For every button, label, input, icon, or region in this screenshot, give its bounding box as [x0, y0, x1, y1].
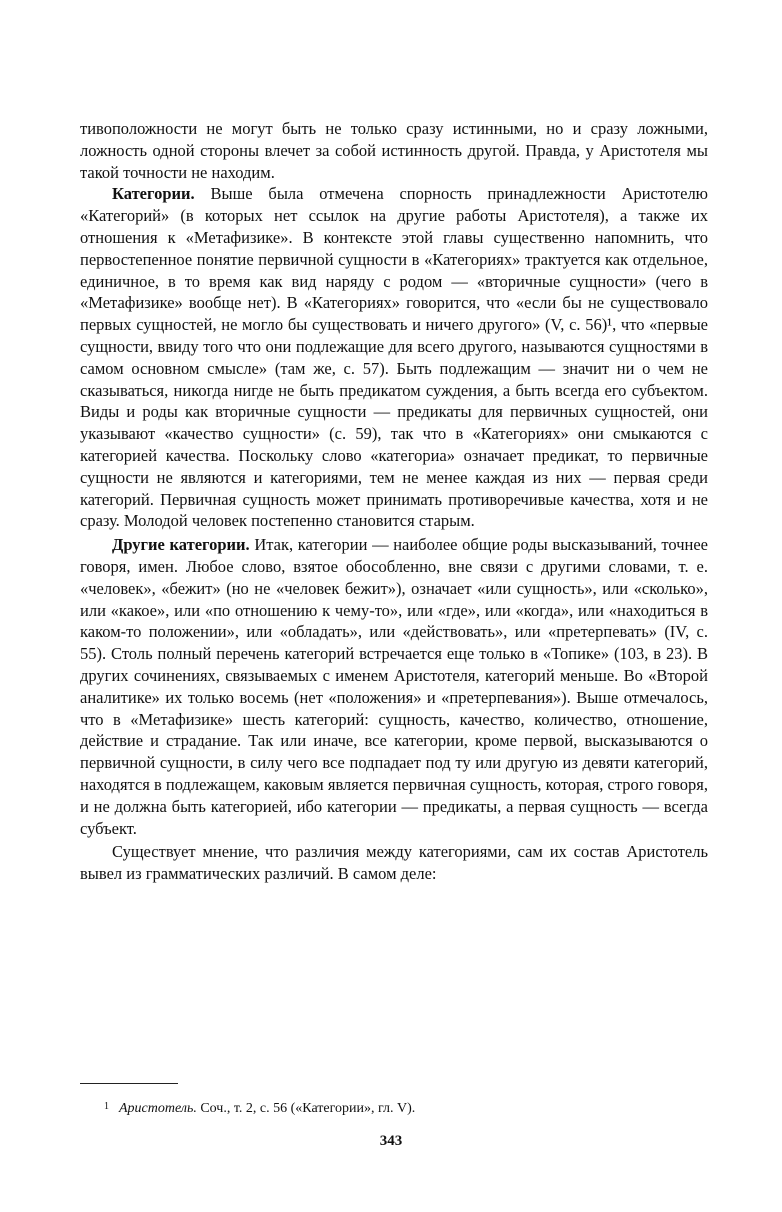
continuation-paragraph: тивоположности не могут быть не только сразу истинными, но и сразу ложными, ложность одной стороны влечет за собой истинность другой. Правда, у Аристотеля мы такой точности не находим. [80, 119, 708, 182]
footnote-divider [80, 1083, 178, 1084]
footnote-text: Соч., т. 2, с. 56 («Категории», гл. V). [200, 1101, 416, 1116]
categories-body: Выше была отмечена спорность принадлежности Аристотелю «Категорий» (в которых нет ссылок на другие работы Аристотеля), а также их отношения к «Метафизике». В контексте этой главы существенно напомнить, что первостепенное понятие первичной сущности в «Категориях» трактуется как отдельное, единичное, в то время как вид наряду с родом — «вторичные сущности» (чего в «Метафизике» вообще нет). В «Категориях» говорится, что «если бы не существовало первых сущностей, не могло бы существовать и ничего другого» (V, с. 56)¹, что «первые сущности, ввиду того что они подлежащие для всего другого, называются сущностями в самом основном смысле» (там же, с. 57). Быть подлежащим — значит ни о чем не сказываться, никогда нигде не быть предикатом суждения, а быть всегда его субъектом. Виды и роды как вторичные сущности — предикаты для первичных сущностей, они указывают «качество сущности» (с. 59), так что в «Категориях» они смыкаются с категорией качества. Поскольку слово «категориа» означает предикат, то первичные сущности не являются и категориями, тем не менее каждая из них — первая среди категорий. Первичная сущность может принимать противоречивые качества, хотя и не сразу. Молодой человек постепенно становится старым. [80, 184, 709, 531]
closing-paragraph: Существует мнение, что различия между категориями, сам их состав Аристотель вывел из грамматических различий. В самом деле: [80, 842, 708, 884]
categories-paragraph [80, 183, 708, 532]
footnote-marker: 1 [104, 1101, 109, 1112]
other-categories-body: Итак, категории — наиболее общие роды высказываний, точнее говоря, имен. Любое слово, взятое обособленно, вне связи с другими словами, т. е. «человек», «бежит» (но не «человек бежит»), означает «или сущность», или «сколько», или «какое», или «по отношению к чему-то», или «где», или «когда», или «находиться в каком-то положении», или «обладать», или «действовать», или «претерпевать» (IV, с. 55). Столь полный перечень категорий встречается еще только в «Топике» (103, в 23). В других сочинениях, связываемых с именем Аристотеля, категорий меньше. Во «Второй аналитике» их только восемь (нет «положения» и «претерпевания»). Выше отмечалось, что в «Метафизике» шесть категорий: сущность, качество, количество, отношение, действие и страдание. Так или иначе, все категории, кроме первой, высказываются о первичной сущности, в силу чего все подпадает под ту или другую из девяти категорий, находятся в подлежащем, каковым является первичная сущность, которая, строго говоря, и не должна быть категорией, ибо категории — предикаты, а первая сущность — всегда субъект. [80, 535, 709, 838]
page-body [80, 118, 708, 885]
footnote [104, 1098, 704, 1118]
page-number: 343 [379, 1133, 403, 1149]
other-categories-heading: Другие категории. [112, 535, 250, 555]
categories-heading: Категории. [112, 184, 195, 204]
other-categories-paragraph [80, 534, 708, 839]
footnote-author: Аристотель. [119, 1101, 197, 1116]
